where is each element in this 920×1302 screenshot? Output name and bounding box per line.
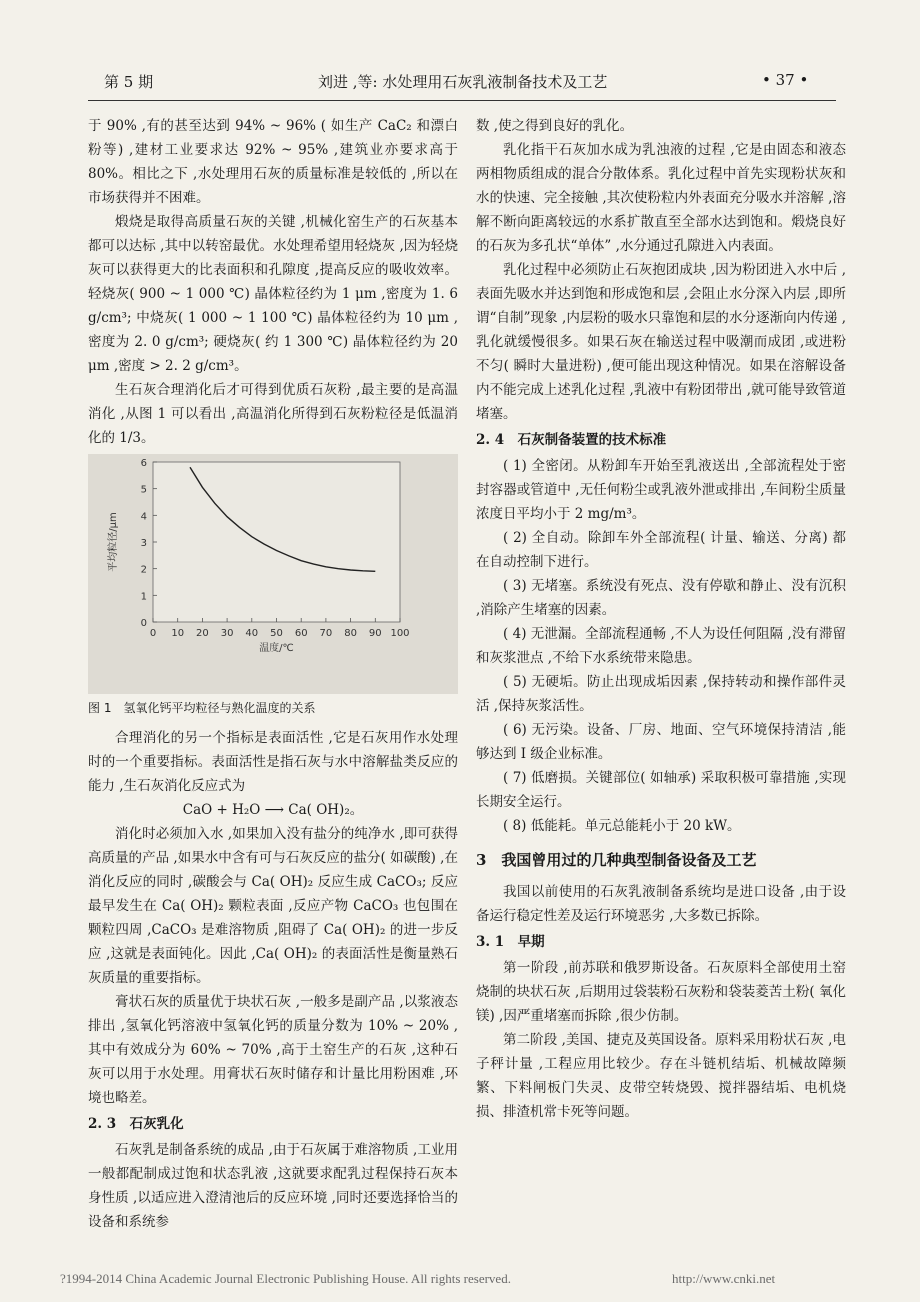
chart	[88, 454, 458, 694]
y-tick-label: 4	[140, 511, 147, 523]
list-item: ( 3) 无堵塞。系统没有死点、没有停歇和静止、没有沉积 ,消除产生堵塞的因素。	[476, 578, 846, 618]
y-tick-label: 5	[140, 484, 147, 496]
list-item: ( 1) 全密闭。从粉卸车开始至乳液送出 ,全部流程处于密封容器或管道中 ,无任何粉尘或乳液外泄或排出 ,车间粉尘质量浓度日平均小于 2 mg/m³。	[476, 458, 846, 522]
y-axis-label: 平均粒径/μm	[108, 512, 119, 572]
paragraph: 数 ,使之得到良好的乳化。	[476, 118, 634, 134]
list-item: ( 7) 低磨损。关键部位( 如轴承) 采取积极可靠措施 ,实现长期安全运行。	[476, 770, 846, 810]
y-tick-label: 2	[140, 564, 147, 576]
figure-caption: 图 1 氢氧化钙平均粒径与熟化温度的关系	[88, 701, 316, 715]
paragraph: 消化时必须加入水 ,如果加入没有盐分的纯净水 ,即可获得高质量的产品 ,如果水中含有可与石灰反应的盐分( 如碳酸) ,在消化反应的同时 ,碳酸会与 Ca( OH)₂ 反应生成 CaCO₃; 反应最早发生在 Ca( OH)₂ 颗粒表面 ,反应产物 CaCO₃ 也包围在颗粒四周 ,CaCO₃ 是难溶物质 ,阻碍了 Ca( OH)₂ 的进一步反应 ,这就是表面钝化。因此 ,Ca( OH)₂ 的表面活性是衡量熟石灰质量的重要指标。	[88, 826, 458, 986]
x-tick-label: 80	[344, 628, 357, 639]
figure-1	[88, 454, 458, 694]
paragraph: 第一阶段 ,前苏联和俄罗斯设备。石灰原料全部使用土窑烧制的块状石灰 ,后期用过袋装粉石灰粉和袋装菱苦土粉( 氧化镁) ,因严重堵塞而拆除 ,很少仿制。	[476, 960, 846, 1024]
left-column	[88, 114, 458, 1234]
running-title: 刘进 ,等: 水处理用石灰乳液制备技术及工艺	[318, 73, 608, 91]
equation: CaO + H₂O ⟶ Ca( OH)₂。	[182, 802, 364, 818]
section-heading: 3. 1 早期	[476, 934, 545, 950]
y-tick-label: 6	[140, 458, 147, 469]
header-rule	[88, 100, 836, 101]
page-number: • 37 •	[762, 71, 809, 89]
paragraph: 于 90% ,有的甚至达到 94% ~ 96% ( 如生产 CaC₂ 和漂白粉等) ,建材工业要求达 92% ~ 95% ,建筑业亦要求高于 80%。相比之下 ,水处理用石灰的质量标准是较低的 ,所以在市场获得并不困难。	[88, 118, 458, 206]
right-column	[476, 114, 846, 1124]
list-item: ( 5) 无硬垢。防止出现成垢因素 ,保持转动和操作部件灵活 ,保持灰浆活性。	[476, 674, 846, 714]
y-tick-label: 0	[140, 618, 147, 629]
issue-number: 第 5 期	[104, 73, 154, 91]
x-tick-label: 90	[368, 628, 382, 639]
x-tick-label: 30	[220, 628, 234, 639]
list-item: ( 2) 全自动。除卸车外全部流程( 计量、输送、分离) 都在自动控制下进行。	[476, 530, 846, 570]
cnki-url[interactable]: http://www.cnki.net	[672, 1271, 776, 1286]
x-tick-label: 20	[196, 628, 209, 639]
paragraph: 乳化指干石灰加水成为乳浊液的过程 ,它是由固态和液态两相物质组成的混合分散体系。乳化过程中首先实现粉状灰和水的快速、完全接触 ,其次使粉粒内外表面充分吸水并溶解 ,溶解不断向距离较远的水系扩散直至全部水达到饱和。煅烧良好的石灰为多孔状“单体” ,水分通过孔隙进入内表面。	[476, 142, 846, 254]
list-item: ( 4) 无泄漏。全部流程通畅 ,不人为设任何阻隔 ,没有滞留和灰浆泄点 ,不给下水系统带来隐患。	[476, 626, 846, 666]
paragraph: 我国以前使用的石灰乳液制备系统均是进口设备 ,由于设备运行稳定性差及运行环境恶劣 ,大多数已拆除。	[476, 884, 846, 924]
paragraph: 膏状石灰的质量优于块状石灰 ,一般多是副产品 ,以浆液态排出 ,氢氧化钙溶液中氢氧化钙的质量分数为 10% ~ 20% ,其中有效成分为 60% ~ 70% ,高于土窑生产的石灰 ,这种石灰可以用于水处理。用膏状石灰时储存和计量比用粉困难 ,环境也略差。	[88, 994, 458, 1106]
plot-area	[153, 462, 400, 622]
paragraph: 合理消化的另一个指标是表面活性 ,它是石灰用作水处理时的一个重要指标。表面活性是指石灰与水中溶解盐类反应的能力 ,生石灰消化反应式为	[88, 730, 458, 794]
y-tick-label: 1	[140, 591, 147, 603]
x-tick-label: 70	[319, 628, 333, 639]
paragraph: 生石灰合理消化后才可得到优质石灰粉 ,最主要的是高温消化 ,从图 1 可以看出 ,高温消化所得到石灰粉粒径是低温消化的 1/3。	[88, 382, 458, 446]
paragraph: 石灰乳是制备系统的成品 ,由于石灰属于难溶物质 ,工业用一般都配制成过饱和状态乳液 ,这就要求配乳过程保持石灰本身性质 ,以适应进入澄清池后的反应环境 ,同时还要选择恰当的设备和系统参	[88, 1142, 458, 1230]
paragraph: 乳化过程中必须防止石灰抱团成块 ,因为粉团进入水中后 ,表面先吸水并达到饱和形成饱和层 ,会阻止水分深入内层 ,即所谓“自制”现象 ,内层粉的吸水只靠饱和层的水分逐渐向内传递 ,乳化就缓慢很多。如果石灰在输送过程中吸潮而成团 ,或进粉不匀( 瞬时大量进粉) ,便可能出现这种情况。如果在溶解设备内不能完成上述乳化过程 ,乳液中有粉团带出 ,就可能导致管道堵塞。	[476, 262, 846, 422]
x-tick-label: 10	[171, 628, 185, 639]
section-heading: 2. 3 石灰乳化	[88, 1116, 184, 1132]
section-heading: 2. 4 石灰制备装置的技术标准	[476, 432, 667, 448]
x-tick-label: 50	[270, 628, 283, 639]
x-tick-label: 40	[245, 628, 259, 639]
paragraph: 煅烧是取得高质量石灰的关键 ,机械化窑生产的石灰基本都可以达标 ,其中以转窑最优。水处理希望用轻烧灰 ,因为轻烧灰可以获得更大的比表面积和孔隙度 ,提高反应的吸收效率。轻烧灰( 900 ~ 1 000 ℃) 晶体粒径约为 1 μm ,密度为 1. 6 g/cm³; 中烧灰( 1 000 ~ 1 100 ℃) 晶体粒径约为 10 μm ,密度为 2. 0 g/cm³; 硬烧灰( 约 1 300 ℃) 晶体粒径约为 20 μm ,密度 > 2. 2 g/cm³。	[88, 214, 458, 374]
x-tick-label: 60	[294, 628, 308, 639]
x-tick-label: 0	[149, 628, 157, 639]
list-item: ( 8) 低能耗。单元总能耗小于 20 kW。	[503, 818, 741, 834]
paragraph: 第二阶段 ,美国、捷克及英国设备。原料采用粉状石灰 ,电子秤计量 ,工程应用比较少。存在斗链机结垢、机械故障频繁、下料闸板门失灵、皮带空转烧毁、搅拌器结垢、电机烧损、排渣机常卡死等问题。	[476, 1032, 846, 1120]
x-tick-label: 100	[390, 628, 410, 639]
copyright-footer: ?1994-2014 China Academic Journal Electronic Publishing House. All rights reserved.	[60, 1271, 511, 1286]
section-heading: 3 我国曾用过的几种典型制备设备及工艺	[476, 851, 757, 869]
x-axis-label: 温度/℃	[259, 643, 294, 654]
list-item: ( 6) 无污染。设备、厂房、地面、空气环境保持清洁 ,能够达到 I 级企业标准。	[476, 722, 846, 762]
y-tick-label: 3	[140, 538, 147, 549]
